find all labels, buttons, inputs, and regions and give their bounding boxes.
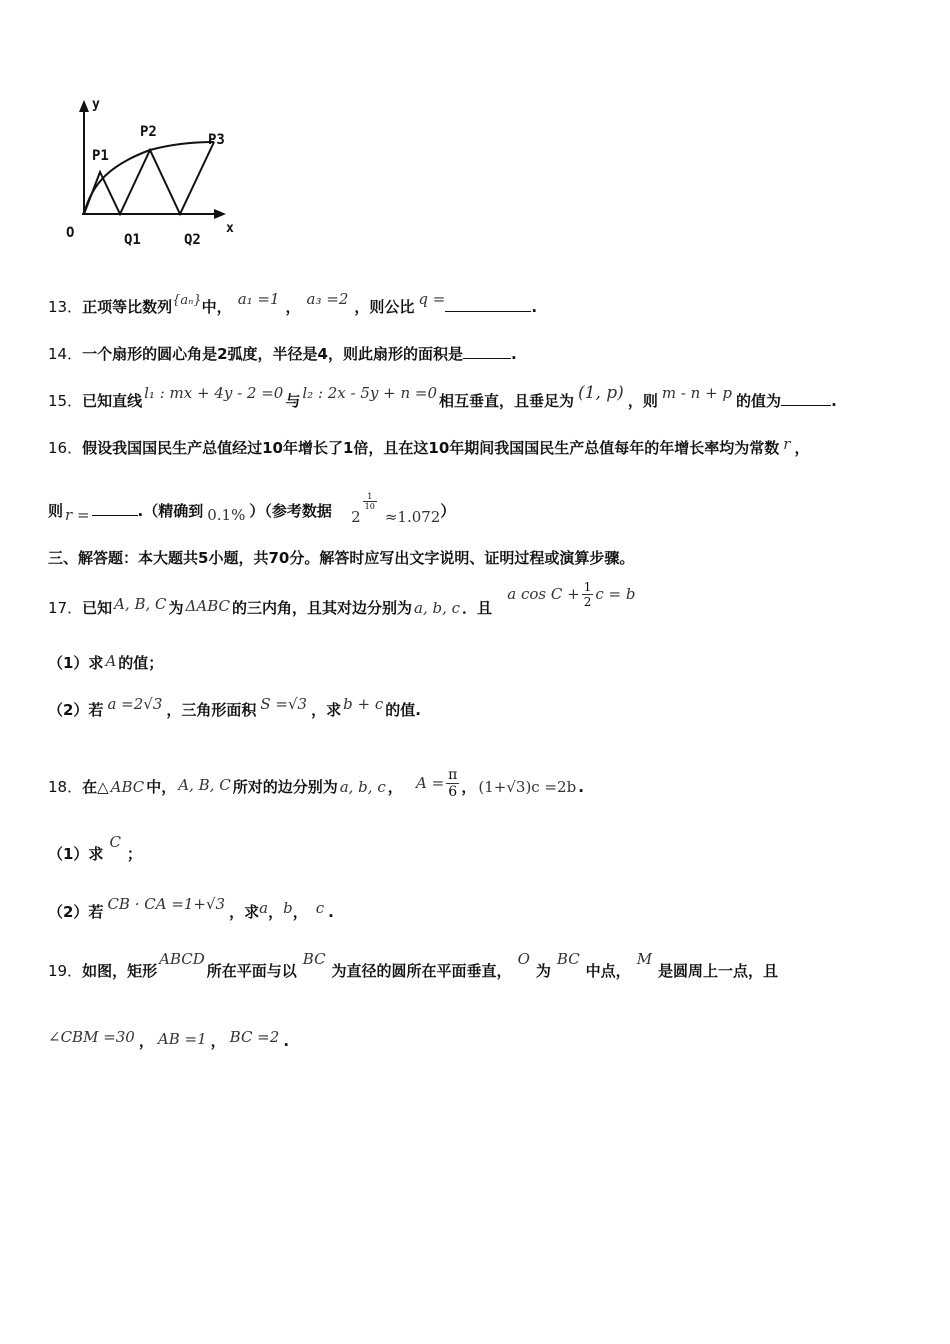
axis-y-label: y <box>92 97 100 112</box>
fraction-pi-over-6: $\frac{\pi}{6}$ <box>448 767 458 800</box>
point-p2-label: P2 <box>140 124 157 140</box>
question-13: 13．正项等比数列{aₙ}中， a₁ =1 ， a₃ =2 ，则公比 q = . <box>48 290 538 316</box>
answer-blank[interactable] <box>781 405 831 406</box>
point-q2-label: Q2 <box>184 232 201 248</box>
exponent-fraction: $\frac{1}{10}$ <box>364 492 375 511</box>
point-p1-label: P1 <box>92 148 109 164</box>
answer-blank[interactable] <box>445 311 531 312</box>
y-axis-arrow <box>79 100 89 112</box>
answer-blank[interactable] <box>463 358 511 359</box>
axis-x-label: x <box>226 221 234 236</box>
section-3-heading: 三、解答题：本大题共5小题，共70分。解答时应写出文字说明、证明过程或演算步骤。 <box>48 549 635 567</box>
question-18-part-2: （2）若 CB · CA =1+√3 ，求a，b， c . <box>48 895 334 921</box>
angle-equation: A = $\frac{\pi}{6}$ <box>415 767 458 800</box>
answer-blank[interactable] <box>92 515 138 516</box>
question-19-cont: ∠CBM =30 ， AB =1 ， BC =2 . <box>48 1028 290 1050</box>
point-q1-label: Q1 <box>124 232 141 248</box>
zigzag-curve-figure <box>52 92 262 252</box>
origin-label: O <box>66 225 75 241</box>
question-16-cont: 则 r = .（精确到 0.1% ）（参考数据 2 $\frac{1}{10}$ ≈1.072） <box>48 492 456 526</box>
question-18-part-1: （1）求C； <box>48 833 142 863</box>
fraction-one-half: $\frac{1}{2}$ <box>583 580 592 609</box>
question-15: 15．已知直线 l₁ : mx + 4y - 2 =0 与 l₂ : 2x - 5y + n =0 相互垂直，且垂足为 (1, p) ，则 m - n + p 的值为 . <box>48 383 837 410</box>
question-16: 16．假设我国国民生产总值经过10年增长了1倍，且在这10年期间我国国民生产总值每年的年增长率均为常数 r ， <box>48 435 810 457</box>
question-17: 17．已知 A, B, C 为 ΔABC 的三内角，且其对边分别为 a, b, c ．且 a cos C + $\frac{1}{2}$ c = b <box>48 580 636 617</box>
point-p3-label: P3 <box>208 132 225 148</box>
question-19: 19．如图，矩形ABCD所在平面与以BC为直径的圆所在平面垂直，O为BC中点，M是圆周上一点，且 <box>48 950 779 980</box>
question-14: 14．一个扇形的圆心角是2弧度，半径是4，则此扇形的面积是 . <box>48 345 517 363</box>
equation: a cos C + $\frac{1}{2}$ c = b <box>507 580 636 609</box>
x-axis-arrow <box>214 209 226 219</box>
question-17-part-2: （2）若 a =2√3 ，三角形面积 S =√3 ，求 b + c 的值. <box>48 695 421 719</box>
question-17-part-1: （1）求 A 的值； <box>48 652 164 672</box>
power-expression: 2 $\frac{1}{10}$ ≈1.072 <box>351 492 441 526</box>
question-18: 18．在△ ABC 中， A, B, C 所对的边分别为 a, b, c ， A = $\frac{\pi}{6}$ ， (1+√3)c =2b . <box>48 767 584 800</box>
